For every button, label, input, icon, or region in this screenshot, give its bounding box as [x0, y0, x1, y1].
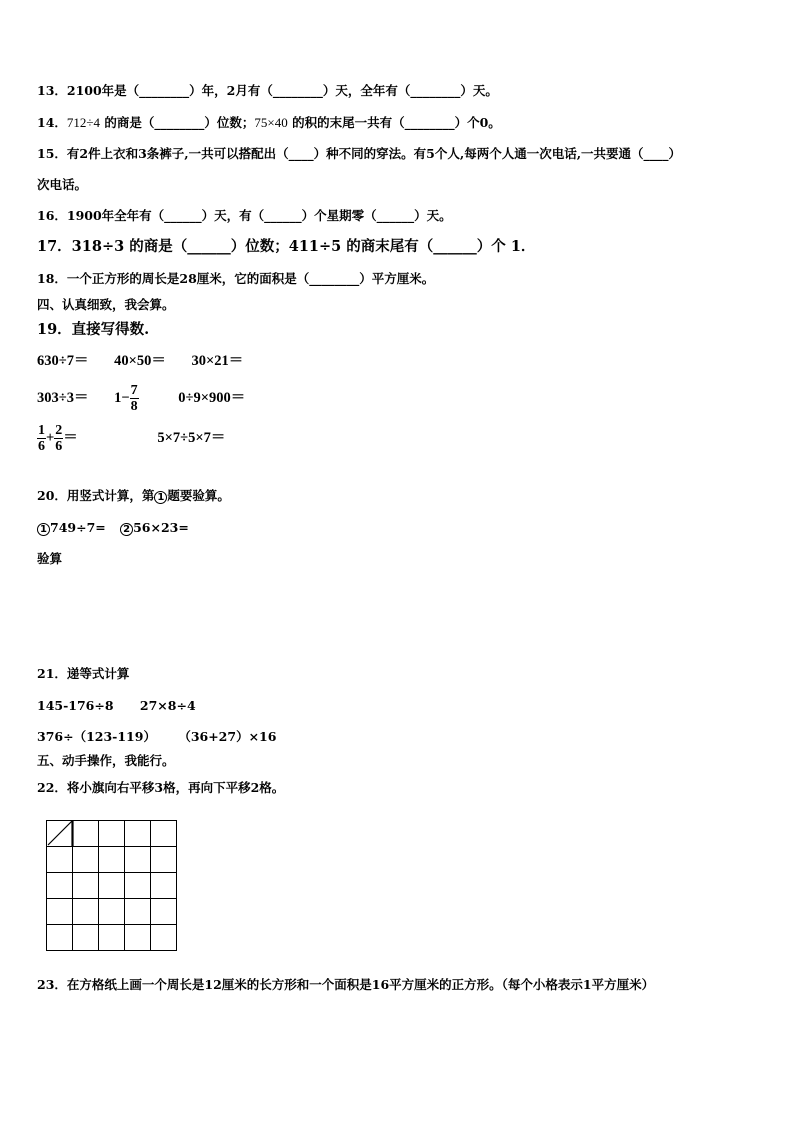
q19-item-6: 0÷9×900＝	[178, 390, 246, 406]
q21-item-2: 27×8÷4	[139, 698, 196, 713]
fraction-denominator: 6	[38, 439, 45, 455]
fraction-numerator: 1	[38, 423, 45, 439]
fraction	[130, 383, 139, 414]
question-20-title	[37, 487, 230, 505]
question-19-title: 19．直接写得数.	[37, 321, 150, 338]
fraction	[37, 423, 46, 454]
grid-border	[47, 821, 177, 951]
q20-items	[37, 519, 189, 537]
q20-title-pre: 20．用竖式计算，第	[37, 488, 155, 503]
q14-expression-2: 75×40	[254, 115, 288, 130]
q20-item-1: 749÷7=	[50, 520, 106, 535]
q19-item-2: 40×50＝	[114, 353, 166, 369]
fraction-denominator: 8	[130, 399, 138, 415]
q19-item-3: 30×21＝	[191, 353, 244, 369]
question-23: 23．在方格纸上画一个周长是12厘米的长方形和一个面积是16平方厘米的正方形。（每个小格表示1平方厘米）	[37, 977, 655, 992]
fraction-numerator: 7	[130, 383, 138, 399]
q20-title-post: 题要验算。	[167, 488, 230, 503]
question-15-line2: 次电话。	[37, 177, 88, 192]
q14-middle: 的商是（________）位数；	[100, 115, 255, 130]
question-18: 18．一个正方形的周长是28厘米，它的面积是（________）平方厘米。	[37, 271, 435, 286]
circled-number: 2	[120, 523, 133, 536]
q19-row-1	[37, 352, 243, 370]
q19-item-7	[37, 423, 78, 455]
fraction-denominator: 6	[55, 439, 63, 455]
q20-item-2: 56×23=	[133, 520, 189, 535]
q20-check-label: 验算	[37, 551, 63, 566]
question-21-title: 21．递等式计算	[37, 666, 130, 681]
q21-item-3: 376÷（123-119）	[37, 729, 156, 744]
q19-item-8: 5×7÷5×7＝	[157, 430, 226, 446]
q21-row-2	[37, 728, 276, 746]
q19-item-4: 303÷3＝	[37, 390, 89, 406]
section-5-heading: 五、动手操作，我能行。	[37, 753, 175, 768]
q19-item-5-lead: 1−	[114, 390, 130, 406]
q21-row-1	[37, 697, 196, 715]
q19-row-3	[37, 420, 225, 456]
question-22: 22．将小旗向右平移3格，再向下平移2格。	[37, 780, 285, 795]
circled-number: 1	[37, 523, 50, 536]
q19-item-1: 630÷7＝	[37, 353, 89, 369]
q14-tail: 的积的末尾一共有（________）个0。	[287, 115, 501, 130]
q21-item-1: 145-176÷8	[37, 698, 114, 713]
fraction-numerator: 2	[55, 423, 63, 439]
plus-sign: +	[46, 430, 55, 446]
section-4-heading: 四、认真细致，我会算。	[37, 297, 175, 312]
question-13: 13．2100年是（________）年，2月有（________）天，全年有（________）天。	[37, 83, 498, 98]
equals-sign: ＝	[63, 430, 78, 446]
question-14	[37, 114, 501, 132]
q19-item-5	[114, 383, 139, 415]
q14-number: 14．	[37, 115, 67, 130]
square-grid	[46, 820, 178, 952]
circled-number: 1	[154, 491, 167, 504]
flag-icon	[48, 821, 73, 847]
q19-row-2	[37, 380, 245, 416]
question-16: 16．1900年全年有（______）天，有（______）个星期零（______）天。	[37, 208, 452, 223]
question-15-line1: 15．有2件上衣和3条裤子,一共可以搭配出（____）种不同的穿法。有5个人,每两个人通一次电话,一共要通（____）	[37, 146, 682, 161]
question-17: 17．318÷3 的商是（______）位数；411÷5 的商末尾有（______）个 1．	[37, 238, 536, 255]
q21-item-4: （36+27）×16	[178, 729, 277, 744]
fraction	[54, 423, 63, 454]
q14-expression-1: 712÷4	[66, 115, 101, 130]
